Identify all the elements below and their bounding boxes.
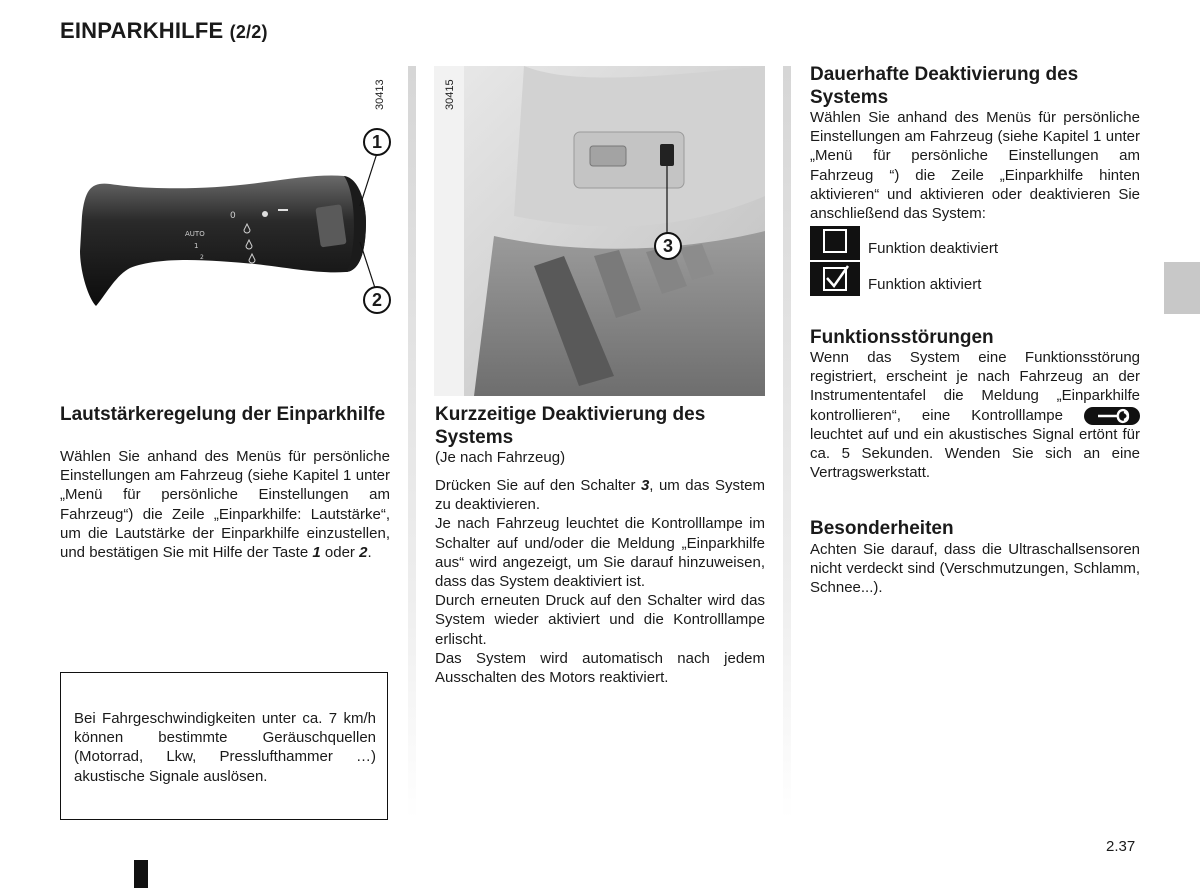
- checkbox-unchecked-icon: [810, 226, 860, 260]
- paragraph-reactivate: Durch erneuten Druck auf den Schalter wird das System wieder aktiviert und die Kontrolllampe erlischt.: [435, 592, 765, 648]
- callout-3: 3: [654, 232, 682, 260]
- text-temporary: [435, 476, 765, 687]
- heading-volume: Lautstärkeregelung der Einparkhilfe: [60, 404, 386, 425]
- ref-switch-3: 3: [640, 477, 650, 494]
- wiper-stalk-image: [60, 66, 390, 396]
- text-permanent: Wählen Sie anhand des Menüs für persönliche Einstellungen am Fahrzeug (siehe Kapitel 1 unter „Menü für persönliche Einstellungen am Fahrzeug “) die Zeile „Einparkhilfe hinten aktivieren“ und aktivieren oder deaktivieren Sie anschließend das System:: [810, 109, 1140, 223]
- svg-text:2: 2: [200, 254, 204, 261]
- heading-particularities: Besonderheiten: [810, 518, 954, 539]
- switch-location-image: [434, 66, 765, 396]
- chapter-tab: [1164, 262, 1200, 314]
- column-separator-left: [408, 66, 416, 820]
- page-number: 2.37: [1106, 838, 1136, 855]
- option-activated: Funktion aktiviert: [868, 276, 982, 293]
- photo-number-30413: 30413: [374, 79, 386, 110]
- checkbox-checked-icon: [810, 262, 860, 296]
- option-deactivated: Funktion deaktiviert: [868, 240, 999, 257]
- photo-number-30415: 30415: [444, 79, 456, 110]
- page-edge-marker: [134, 860, 148, 888]
- svg-text:1: 1: [194, 242, 199, 250]
- notice-text: Bei Fahrgeschwindigkeiten unter ca. 7 km/h können bestimmte Geräuschquellen (Motorrad, Lkw, Presslufthammer …) akustische Signale auslösen.: [74, 710, 376, 785]
- subtitle-vehicle: (Je nach Fahrzeug): [435, 449, 566, 466]
- stalk-illustration: [60, 66, 390, 396]
- notice-box: [60, 672, 388, 820]
- page-title-text: EINPARKHILFE: [60, 18, 224, 43]
- text-particularities: Achten Sie darauf, dass die Ultraschallsensoren nicht verdeckt sind (Verschmutzungen, Schlamm, Schnee...).: [810, 541, 1140, 597]
- wrench-warning-icon: [1084, 407, 1140, 425]
- ref-button-1: 1: [312, 544, 321, 562]
- paragraph-press-switch: Drücken Sie auf den Schalter 3, um das System zu deaktivieren.: [435, 477, 765, 514]
- stalk-button: [315, 204, 346, 247]
- paragraph-warning-lamp: Je nach Fahrzeug leuchtet die Kontrolllampe im Schalter auf und/oder die Meldung „Einparkhilfe aus“ wird angezeigt, um Sie darauf hinzuweisen, dass das System deaktiviert ist.: [435, 515, 765, 591]
- callout-1: 1: [363, 128, 391, 156]
- heading-temporary: Kurzzeitige Deaktivierung des Systems: [435, 404, 706, 448]
- ref-button-2: 2: [359, 544, 368, 562]
- svg-text:0: 0: [230, 211, 236, 221]
- callout-2: 2: [363, 286, 391, 314]
- heading-permanent: Dauerhafte Deaktivierung des Systems: [810, 64, 1079, 108]
- column-separator-right: [783, 66, 791, 820]
- parking-switch: [660, 144, 674, 166]
- text-malfunctions: Wenn das System eine Funktionsstörung registriert, erscheint je nach Fahrzeug an der Instrumententafel die Meldung „Einparkhilfe kontrollieren“, eine Kontrolllampe leuchtet auf und ein akustisches Signal ertönt für ca. 5 Sekunden. Wenden Sie sich an eine Vertragswerkstatt.: [810, 349, 1140, 482]
- dashboard-photo: [434, 66, 765, 396]
- page-title-part: (2/2): [229, 22, 268, 42]
- svg-text:AUTO: AUTO: [185, 230, 205, 238]
- heading-malfunctions: Funktionsstörungen: [810, 327, 994, 348]
- paragraph-auto-reactivate: Das System wird automatisch nach jedem Ausschalten des Motors reaktiviert.: [435, 649, 765, 687]
- text-volume: Wählen Sie anhand des Menüs für persönliche Einstellungen am Fahrzeug (siehe Kapitel 1 unter „Menü für persönliche Einstellungen am Fahrzeug“) die Zeile „Einparkhilfe: Lautstärke“, um die Lautstärke der Einparkhilfe einzustellen, und bestätigen Sie mit Hilfe der Taste 1 oder 2.: [60, 448, 390, 562]
- page-title: [60, 18, 268, 44]
